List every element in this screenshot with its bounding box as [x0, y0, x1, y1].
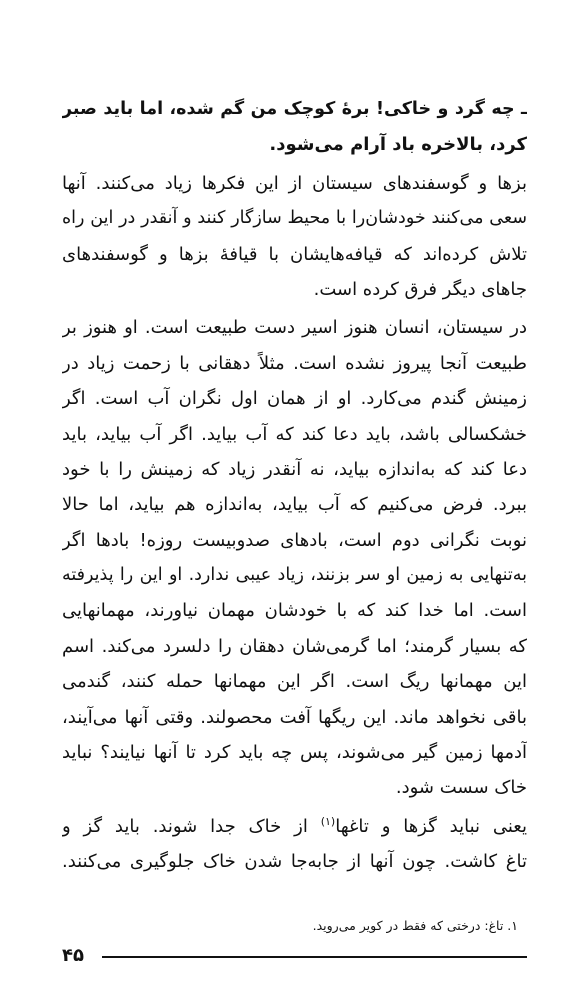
text-line: تلاش کرده‌اند که قیافه‌هایشان با قیافهٔ بزها و گوسفندهای — [62, 243, 527, 265]
text-line: جاهای دیگر فرق کرده است. — [313, 278, 527, 300]
footnote: ۱. تاغ: درختی که فقط در کویر می‌روید. — [312, 918, 518, 933]
text-line: در سیستان، انسان هنوز اسیر دست طبیعت است. او هنوز بر — [62, 317, 527, 339]
text-segment: از خاک جدا شوند. باید گز و — [62, 815, 308, 837]
text-line: بزها و گوسفندهای سیستان از این فکرها زیاد می‌کنند. آنها — [62, 172, 527, 194]
text-segment: یعنی نباید گزها و تاغها — [335, 815, 527, 837]
text-line: ـ چه گرد و خاکی! برهٔ کوچک من گم شده، اما باید صبر — [62, 99, 527, 119]
text-line: این مهمانها ریگ است. اگر این مهمانها حمله کنند، گندمی — [62, 671, 527, 693]
text-line — [62, 809, 527, 844]
text-line: خشکسالی باشد، باید دعا کند که آب بیاید. اگر آب بیاید، باید — [62, 423, 527, 445]
text-line: که بسیار گرمند؛ اما گرمی‌شان دهقان را دلسرد می‌کند. اسم — [62, 635, 527, 657]
text-line: باقی نخواهد ماند. این ریگها آفت محصولند. وقتی آنها می‌آیند، — [62, 706, 527, 728]
text-line: سعی می‌کنند خودشان‌را با محیط سازگار کنند و آنقدر در این راه — [62, 208, 527, 229]
text-line: زمینش گندم می‌کارد. او از همان اول نگران آب است. اگر — [62, 388, 527, 410]
body-text — [62, 92, 527, 880]
text-line: آدمها زمین گیر می‌شوند، پس چه باید کرد تا آنها نیایند؟ نباید — [62, 742, 527, 764]
text-line: تاغ کاشت. چون آنها از جابه‌جا شدن خاک جلوگیری می‌کنند. — [62, 851, 527, 873]
text-line: دعا کند که به‌اندازه بیاید، نه آنقدر زیاد که زمینش را با خود — [62, 458, 527, 480]
text-line: ببرد. فرض می‌کنیم که آب بیاید، به‌اندازه هم بیاید، اما حالا — [62, 494, 527, 516]
text-line: خاک سست شود. — [395, 777, 527, 799]
footnote-marker: (۱) — [320, 814, 336, 828]
text-line: به‌تنهایی به زمین او سر بزنند، زیاد عیبی ندارد. او این را پذیرفته — [62, 565, 527, 586]
footer-rule — [102, 956, 527, 958]
text-line: نوبت نگرانی دوم است، بادهای صدوبیست روزه! بادها اگر — [62, 529, 527, 551]
text-line: کرد، بالاخره باد آرام می‌شود. — [269, 134, 527, 156]
text-line: است. اما خدا کند که با خودشان مهمان نیاورند، مهمانهایی — [62, 600, 527, 622]
page-footer — [62, 944, 527, 968]
text-line: طبیعت آنجا پیروز نشده است. مثلاً دهقانی با زحمت زیاد در — [62, 352, 527, 374]
page-number: ۴۵ — [62, 945, 84, 966]
